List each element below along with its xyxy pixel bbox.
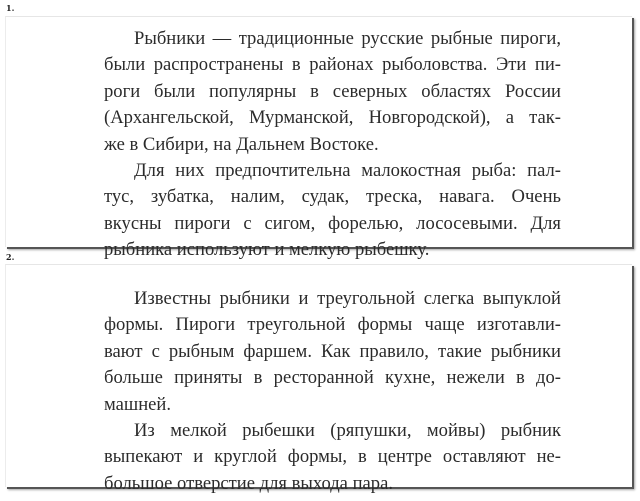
text-fragment-2 — [5, 264, 632, 494]
text-line: же в Сибири, на Дальнем Востоке. — [104, 133, 379, 155]
text-line: Для них предпочтительна малокостная рыба: пал- — [134, 159, 561, 181]
text-line: вают с рыбным фаршем. Как правило, такие рыбники — [104, 340, 561, 362]
text-fragment-1 — [5, 16, 632, 261]
text-line: были распространены в районах рыболовства. Эти пи- — [104, 54, 561, 76]
fragment-2-number: 2. — [6, 252, 15, 262]
text-line: машней. — [104, 393, 172, 415]
text-line: Известны рыбники и треугольной слегка выпуклой — [134, 288, 561, 309]
text-line: Из мелкой рыбешки (ряпушки, мойвы) рыбник — [134, 419, 561, 441]
text-line: Рыбники — традиционные русские рыбные пироги, — [134, 28, 561, 49]
fragment-2-paragraphs — [104, 286, 561, 497]
text-line: формы. Пироги треугольной формы чаще изготавли- — [104, 314, 561, 336]
text-line: выпекают и круглой формы, в центре оставляют не- — [104, 446, 561, 468]
text-line: больше приняты в ресторанной кухне, нежели в до- — [104, 367, 561, 389]
text-line: рыбника используют и мелкую рыбешку. — [104, 239, 430, 261]
text-line: тус, зубатка, налим, судак, треска, навага. Очень — [104, 186, 561, 208]
text-line: (Архангельской, Мурманской, Новгородской), а так- — [104, 107, 561, 129]
text-line: большое отверстие для выхода пара. — [104, 472, 393, 494]
fragment-1-paragraphs — [104, 26, 561, 264]
text-line: роги были популярны в северных областях России — [104, 80, 561, 102]
text-line: вкусны пироги с сигом, форелью, лососевыми. Для — [104, 212, 561, 234]
fragment-1-number: 1. — [6, 3, 15, 13]
